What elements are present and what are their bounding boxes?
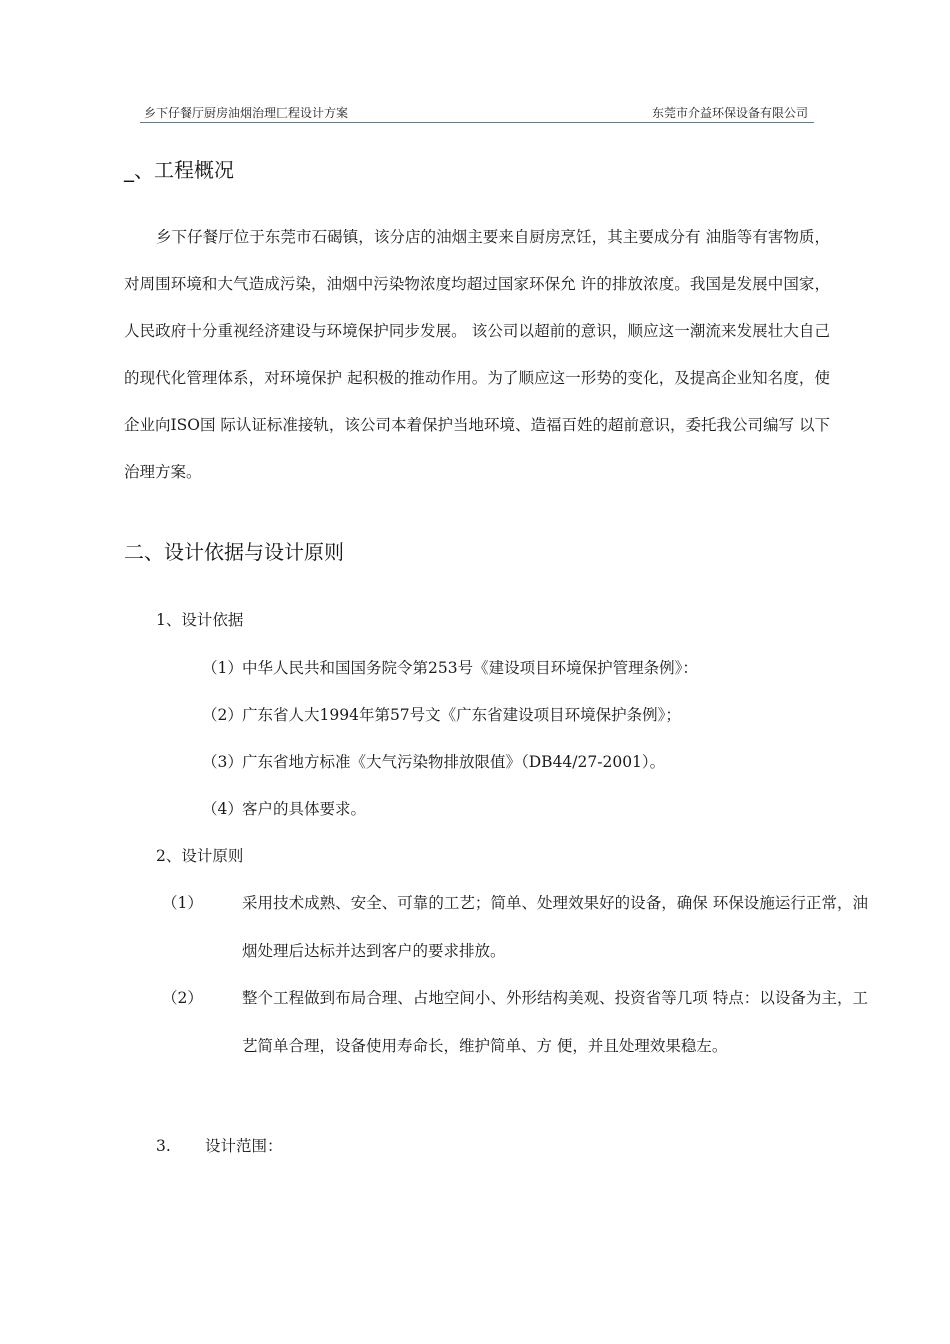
item-text: 客户的具体要求。	[242, 800, 367, 818]
item-number: （3）	[202, 753, 243, 771]
header-company-name: 东莞市介益环保设备有限公司	[651, 106, 808, 120]
design-principle-heading: 2、设计原则	[156, 847, 244, 865]
header-document-title: 乡下仔餐厅厨房油烟治理匚程设计方案	[144, 106, 349, 120]
section1-paragraph: 乡下仔餐厅位于东莞市石碣镇，该分店的油烟主要来自厨房烹饪，其主要成分有 油脂等有害物质，对周围环境和大气造成污染，油烟中污染物浓度均超过国家环保允 许的排放浓度。我国是发展中国家，人民政府十分重视经济建设与环境保护同步发展。 该公司以超前的意识，顺应这一潮流来发展壮大自己的现代化管理体系，对环境保护 起积极的推动作用。为了顺应这一形势的变化，及提高企业知名度，使企业向ISO国 际认证标准接轨，该公司本着保护当地环境、造福百姓的超前意识，委托我公司编写 以下治理方案。	[124, 228, 830, 481]
section2-title: 二、设计依据与设计原则	[124, 540, 344, 564]
design-principle-item	[162, 974, 868, 1070]
design-scope-number: 3.	[156, 1137, 171, 1155]
design-principle-item	[162, 879, 868, 975]
item-text: 整个工程做到布局合理、占地空间小、外形结构美观、投资省等几项 特点：以设备为主，工艺简单合理，设备使用寿命长，维护简单、方 便，并且处理效果稳左。	[242, 989, 868, 1055]
page-header	[140, 106, 814, 123]
item-text: 中华人民共和国国务院令第253号《建设项目环境保护管理条例》：	[242, 659, 698, 677]
item-number: （2）	[162, 989, 203, 1007]
design-basis-item	[202, 785, 828, 833]
item-number: （4）	[202, 800, 243, 818]
item-text: 广东省人大1994年第57号文《广东省建设项目环境保护条例》；	[242, 706, 681, 724]
section1-title: _、工程概况	[124, 158, 234, 182]
design-basis-item	[202, 691, 828, 739]
item-text: 广东省地方标准《大气污染物排放限值》（DB44/27-2001）。	[242, 753, 666, 771]
item-text: 采用技术成熟、安全、可靠的工艺；简单、处理效果好的设备，确保 环保设施运行正常，油烟处理后达标并达到客户的要求排放。	[242, 894, 868, 960]
design-basis-heading: 1、设计依据	[156, 611, 244, 629]
item-number: （1）	[202, 659, 243, 677]
design-scope-heading: 设计范围：	[205, 1137, 283, 1155]
design-basis-item	[202, 738, 828, 786]
design-basis-item	[202, 644, 828, 692]
item-number: （1）	[162, 894, 203, 912]
item-number: （2）	[202, 706, 243, 724]
